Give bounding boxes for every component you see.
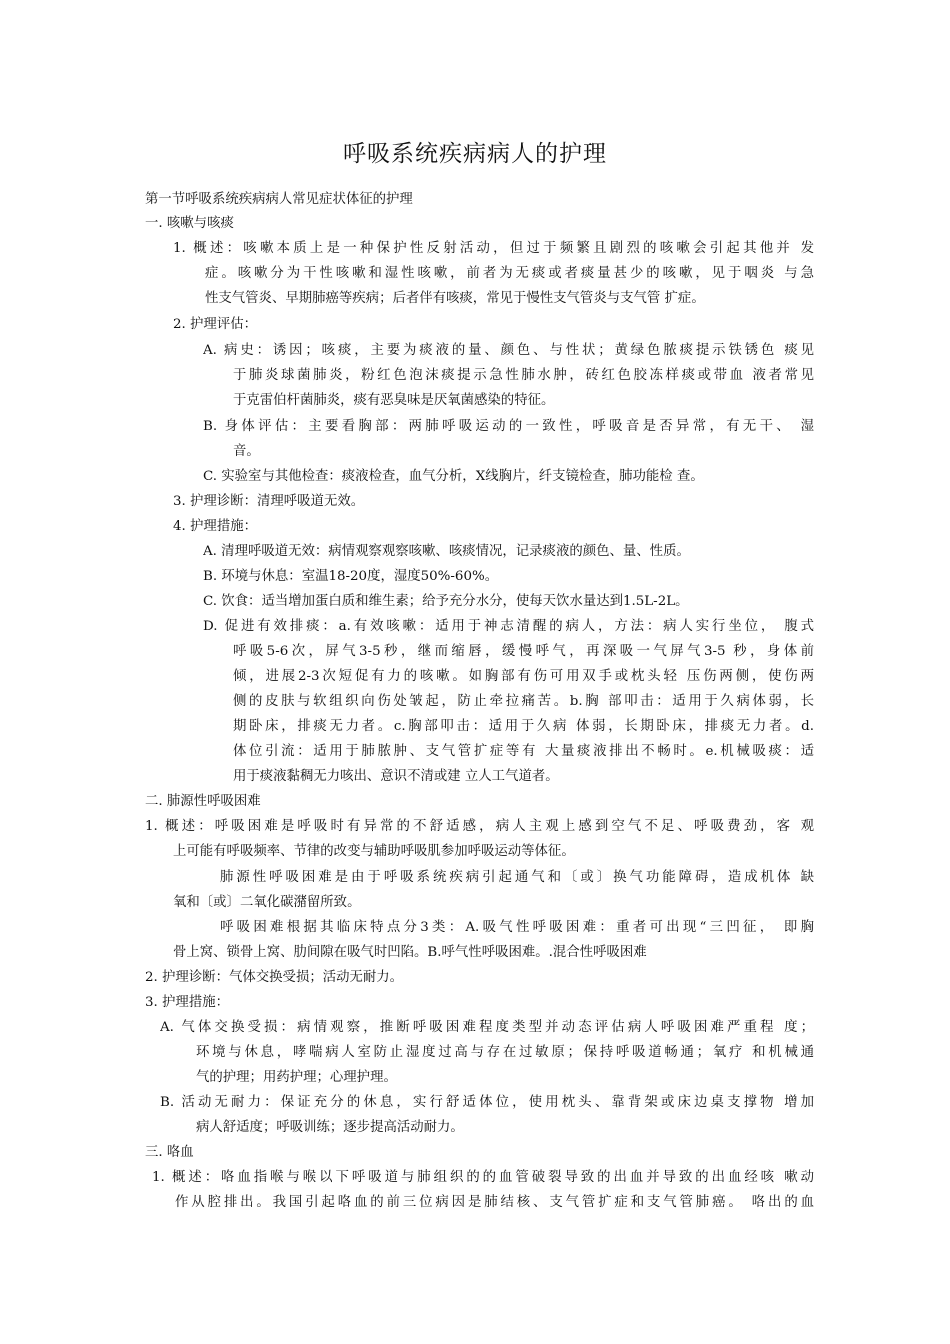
paragraph-line: 肺源性呼吸困难是由于呼吸系统疾病引起通气和〔或〕换气功能障碍，造成机体 缺 [220,870,814,885]
paragraph-line: 环境与休息，哮喘病人室防止湿度过高与存在过敏原；保持呼吸道畅通；氧疗 和机械通 [196,1045,814,1060]
paragraph-line: 呼吸困难根据其临床特点分3类：A.吸气性呼吸困难：重者可出现“三凹征， 即胸 [220,920,814,935]
list-item-heading: 2. 护理评估： [173,317,257,332]
paragraph-line: B. 环境与休息：室温18-20度，湿度50%-60%。 [203,569,499,584]
paragraph-line: 症。咳嗽分为干性咳嗽和湿性咳嗽，前者为无痰或者痰量甚少的咳嗽，见于咽炎 与急 [205,266,814,281]
paragraph-line: 病人舒适度；呼吸训练；逐步提高活动耐力。 [196,1120,464,1135]
paragraph-line: A. 气体交换受损：病情观察，推断呼吸困难程度类型并动态评估病人呼吸困难严重程 度； [160,1020,814,1035]
subsection-heading: 二. 肺源性呼吸困难 [145,794,261,809]
document-title: 呼吸系统疾病病人的护理 [343,141,607,167]
subsection-heading: 三. 咯血 [145,1145,194,1160]
paragraph-line: 期卧床，排痰无力者。c.胸部叩击：适用于久病 体弱，长期卧床，排痰无力者。d. [233,719,814,734]
paragraph-line: 侧的皮肤与软组织向伤处皱起，防止牵拉痛苦。b.胸 部叩击：适用于久病体弱，长 [233,694,814,709]
paragraph-line: 1. 概述：咯血指喉与喉以下呼吸道与肺组织的的血管破裂导致的出血并导致的出血经咳 嗽动 [152,1170,814,1185]
paragraph-line: 1. 概述：呼吸困难是呼吸时有异常的不舒适感，病人主观上感到空气不足、呼吸费劲，客 观 [145,819,814,834]
paragraph-line: 氧和〔或〕二氧化碳潴留所致。 [173,895,361,910]
paragraph-line: B. 身体评估：主要看胸部：两肺呼吸运动的一致性，呼吸音是否异常，有无干、 湿 [203,419,814,434]
paragraph-line: 倾，进展2-3次短促有力的咳嗽。如胸部有伤可用双手或枕头轻 压伤两侧，使伤两 [233,669,814,684]
paragraph-line: C. 饮食：适当增加蛋白质和维生素；给予充分水分，使每天饮水量达到1.5L-2L。 [203,594,689,609]
paragraph-line: 性支气管炎、早期肺癌等疾病；后者伴有咳痰，常见于慢性支气管炎与支气管 扩症。 [205,291,705,306]
list-item-heading: 2. 护理诊断：气体交换受损；活动无耐力。 [145,970,404,985]
paragraph-line: 体位引流：适用于肺脓肿、支气管扩症等有 大量痰液排出不畅时。e.机械吸痰：适 [233,744,814,759]
subsection-heading: 一. 咳嗽与咳痰 [145,216,234,231]
paragraph-line: 上可能有呼吸频率、节律的改变与辅助呼吸肌参加呼吸运动等体征。 [173,844,575,859]
paragraph-line: 作从腔排出。我国引起咯血的前三位病因是肺结核、支气管扩症和支气管肺癌。 咯出的血 [175,1195,814,1210]
paragraph-line: A. 病史：诱因；咳痰，主要为痰液的量、颜色、与性状；黄绿色脓痰提示铁锈色 痰见 [203,343,814,358]
section-heading: 第一节呼吸系统疾病病人常见症状体征的护理 [145,192,413,207]
list-item-heading: 3. 护理诊断：清理呼吸道无效。 [173,494,365,509]
paragraph-line: C. 实验室与其他检查：痰液检查，血气分析，X线胸片，纤支镜检查，肺功能检 查。 [203,469,704,484]
paragraph-line: A. 清理呼吸道无效：病情观察观察咳嗽、咳痰情况，记录痰液的颜色、量、性质。 [203,544,690,559]
paragraph-line: 气的护理；用药护理；心理护理。 [196,1070,397,1085]
paragraph-line: 于肺炎球菌肺炎，粉红色泡沫痰提示急性肺水肿，砖红色胶冻样痰或带血 液者常见 [233,368,814,383]
paragraph-line: 用于痰液黏稠无力咳出、意识不清或建 立人工气道者。 [233,769,559,784]
paragraph-line: 骨上窝、锁骨上窝、肋间隙在吸气时凹陷。B.呼气性呼吸困难。.混合性呼吸困难 [173,945,647,960]
paragraph-line: D. 促进有效排痰：a.有效咳嗽：适用于神志清醒的病人，方法：病人实行坐位， 腹式 [203,619,814,634]
paragraph-line: 1. 概述：咳嗽本质上是一种保护性反射活动，但过于频繁且剧烈的咳嗽会引起其他并 发 [173,241,814,256]
list-item-heading: 3. 护理措施： [145,995,229,1010]
paragraph-line: 音。 [233,444,260,459]
paragraph-line: 于克雷伯杆菌肺炎，痰有恶臭味是厌氧菌感染的特征。 [233,393,555,408]
paragraph-line: B. 活动无耐力：保证充分的休息，实行舒适体位，使用枕头、靠背架或床边桌支撑物 增加 [160,1095,814,1110]
list-item-heading: 4. 护理措施： [173,519,257,534]
paragraph-line: 呼吸5-6次，屏气3-5秒，继而缩唇，缓慢呼气，再深吸一气屏气3-5 秒，身体前 [233,644,814,659]
